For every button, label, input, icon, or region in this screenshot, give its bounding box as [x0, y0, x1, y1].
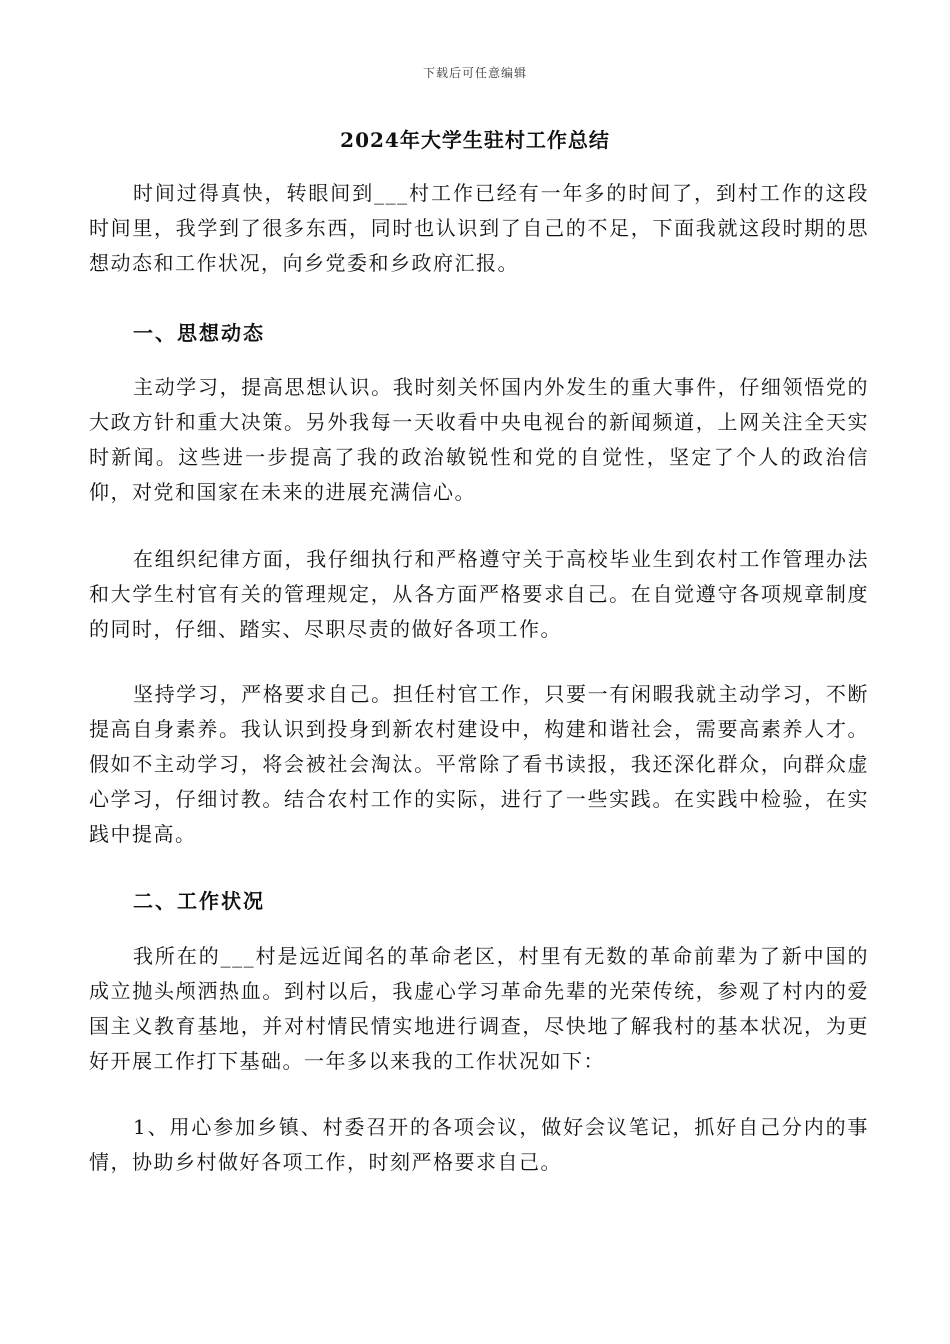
document-title: 2024年大学生驻村工作总结	[340, 128, 610, 152]
list-item-1: 1、用心参加乡镇、村委召开的各项会议，做好会议笔记，抓好自己分内的事情，协助乡村做好各项工作，时刻严格要求自己。	[89, 1115, 869, 1174]
paragraph-village-intro: 我所在的___村是远近闻名的革命老区，村里有无数的革命前辈为了新中国的成立抛头颅洒热血。到村以后，我虚心学习革命先辈的光荣传统，参观了村内的爱国主义教育基地，并对村情民情实地进行调查，尽快地了解我村的基本状况，为更好开展工作打下基础。一年多以来我的工作状况如下：	[89, 944, 869, 1073]
section-heading-thinking: 一、思想动态	[133, 321, 265, 345]
paragraph-discipline: 在组织纪律方面，我仔细执行和严格遵守关于高校毕业生到农村工作管理办法和大学生村官有关的管理规定，从各方面严格要求自己。在自觉遵守各项规章制度的同时，仔细、踏实、尽职尽责的做好各项工作。	[89, 547, 869, 641]
section-heading-work: 二、工作状况	[133, 889, 265, 913]
header-note: 下载后可任意编辑	[422, 66, 527, 80]
paragraph-persist-learning: 坚持学习，严格要求自己。担任村官工作，只要一有闲暇我就主动学习，不断提高自身素养。我认识到投身到新农村建设中，构建和谐社会，需要高素养人才。假如不主动学习，将会被社会淘汰。平常除了看书读报，我还深化群众，向群众虚心学习，仔细讨教。结合农村工作的实际，进行了一些实践。在实践中检验，在实践中提高。	[89, 682, 869, 846]
paragraph-study: 主动学习，提高思想认识。我时刻关怀国内外发生的重大事件，仔细领悟党的大政方针和重大决策。另外我每一天收看中央电视台的新闻频道，上网关注全天实时新闻。这些进一步提高了我的政治敏锐性和党的自觉性，坚定了个人的政治信仰，对党和国家在未来的进展充满信心。	[89, 375, 869, 504]
intro-paragraph: 时间过得真快，转眼间到___村工作已经有一年多的时间了，到村工作的这段时间里，我学到了很多东西，同时也认识到了自己的不足，下面我就这段时期的思想动态和工作状况，向乡党委和乡政府汇报。	[89, 181, 869, 275]
